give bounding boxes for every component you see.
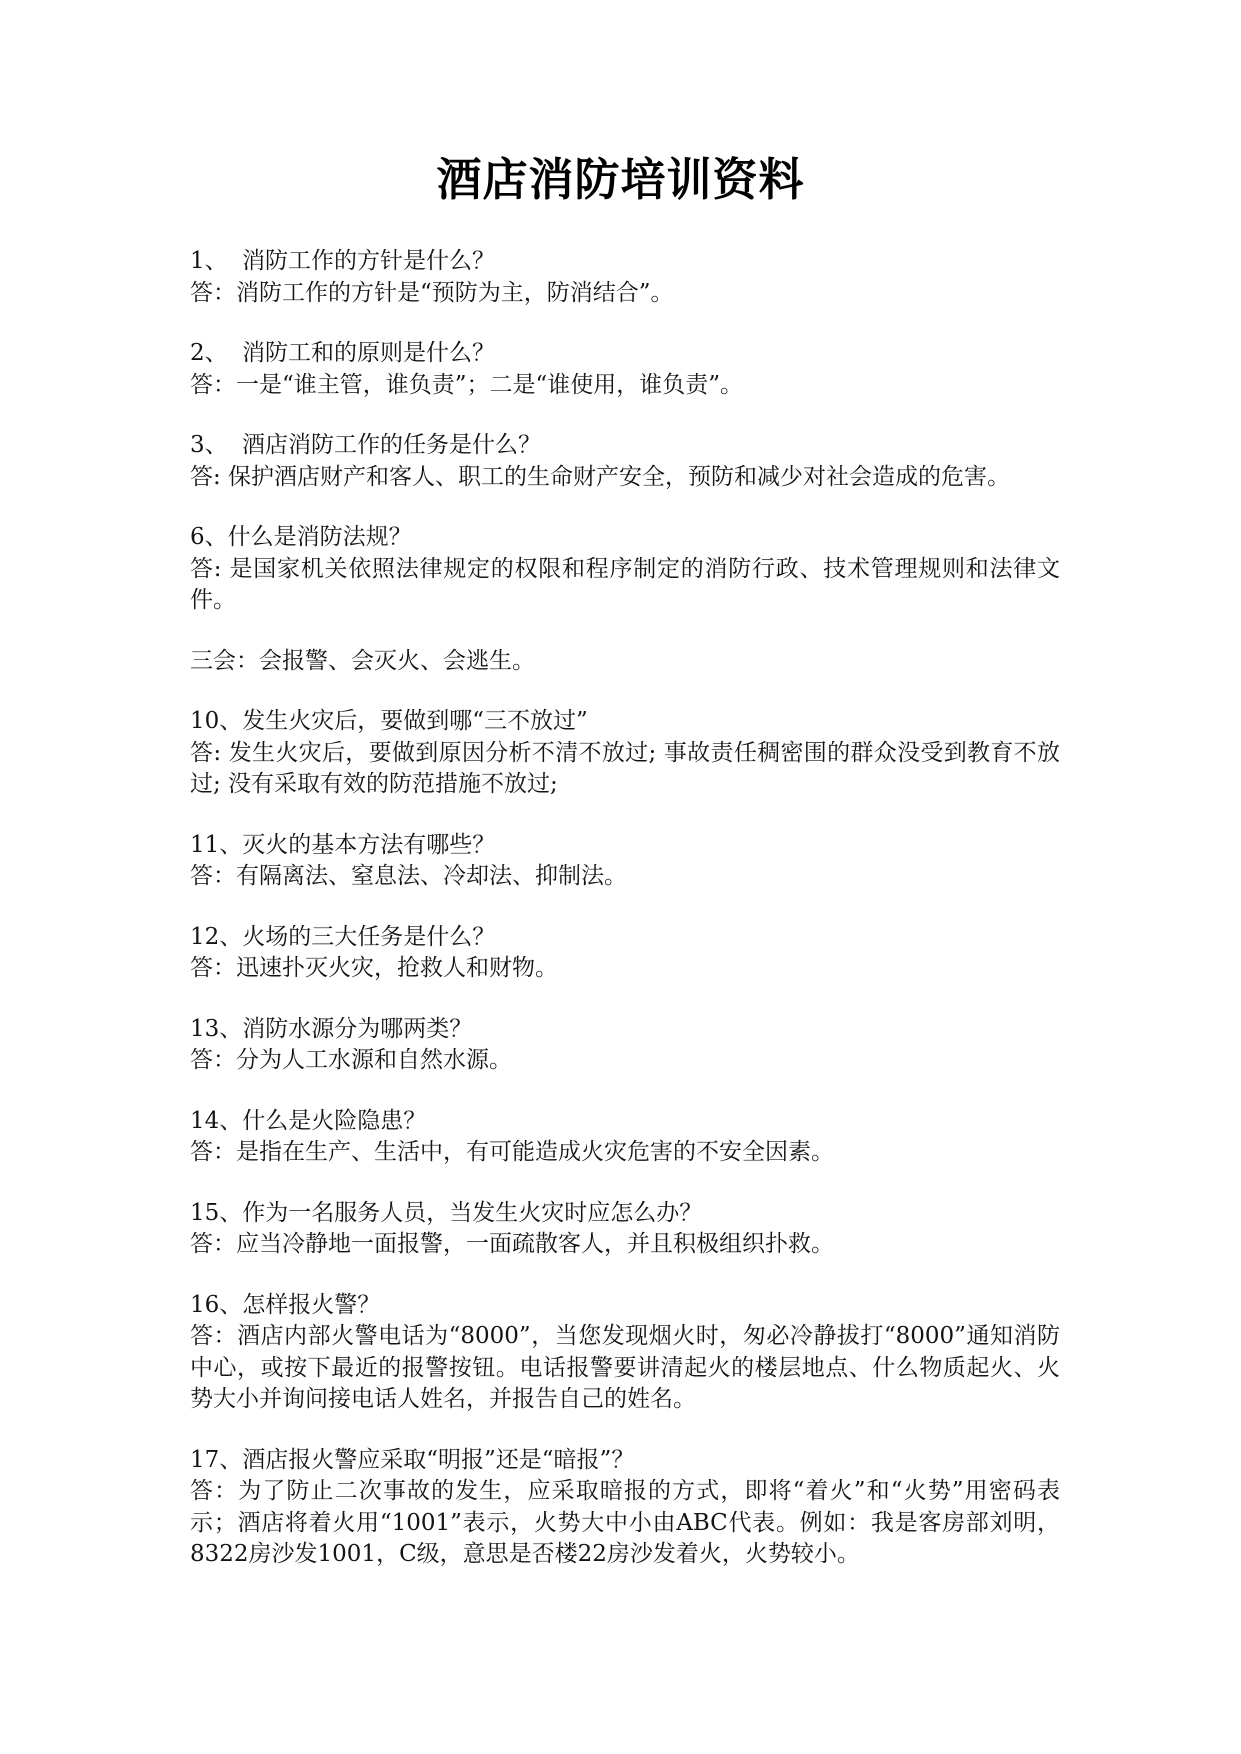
question-number: 10、	[190, 708, 243, 734]
note-text: 三会：会报警、会灭火、会逃生。	[190, 647, 535, 674]
answer-text: 答：应当冷静地一面报警，一面疏散客人，并且积极组织扑救。	[190, 1231, 834, 1257]
qa-item-6	[190, 522, 1060, 617]
qa-item-1	[190, 246, 1060, 309]
question-line	[190, 1290, 1060, 1322]
document-title: 酒店消防培训资料	[436, 153, 805, 206]
question-number: 3、	[190, 432, 228, 458]
qa-item-17	[190, 1445, 1060, 1571]
question-number: 12、	[190, 923, 243, 950]
answer-text: 答：消防工作的方针是“预防为主，防消结合”。	[190, 279, 674, 306]
question-line	[190, 246, 1060, 278]
question-number: 14、	[190, 1107, 243, 1134]
qa-item-10	[190, 706, 1060, 801]
document-body	[190, 246, 1060, 1600]
qa-item-12	[190, 922, 1060, 985]
question-line	[190, 1445, 1060, 1477]
question-number: 13、	[190, 1015, 243, 1042]
answer-text: 答：有隔离法、窒息法、冷却法、抑制法。	[190, 863, 627, 889]
qa-item-11	[190, 830, 1060, 893]
qa-item-16	[190, 1290, 1060, 1416]
question-text: 酒店报火警应采取“明报”还是“暗报”？	[242, 1446, 635, 1473]
question-number: 15、	[190, 1199, 243, 1226]
answer-text: 答：一是“谁主管，谁负责”；二是“谁使用，谁负责”。	[190, 371, 744, 398]
three-skills-note	[190, 646, 1060, 678]
question-text: 发生火灾后，要做到哪“三不放过”	[242, 708, 588, 734]
question-text: 什么是火险隐患？	[242, 1107, 427, 1134]
question-line	[190, 830, 1060, 862]
question-text: 作为一名服务人员，当发生火灾时应怎么办？	[242, 1199, 703, 1226]
answer-text: 答: 发生火灾后，要做到原因分析不清不放过; 事故责任稠密围的群众没受到教育不放过; 没有采取有效的防范措施不放过;	[190, 739, 1060, 797]
answer-text: 答：酒店内部火警电话为“8000”，当您发现烟火时，匆必冷静拔打“8000”通知消防中心，或按下最近的报警按钮。电话报警要讲清起火的楼层地点、什么物质起火、火势大小并询问接电话人姓名，并报告自己的姓名。	[190, 1323, 1060, 1412]
answer-text: 答：迅速扑灭火灾，抢救人和财物。	[190, 955, 558, 981]
question-text: 消防工和的原则是什么？	[242, 340, 495, 366]
answer-text: 答: 保护酒店财产和客人、职工的生命财产安全，预防和减少对社会造成的危害。	[190, 463, 1011, 490]
question-number: 11、	[190, 831, 243, 858]
question-line	[190, 922, 1060, 954]
question-number: 1、	[190, 248, 228, 274]
question-number: 6、	[190, 524, 228, 550]
question-text: 消防水源分为哪两类？	[242, 1015, 473, 1042]
question-number: 17、	[190, 1446, 243, 1473]
answer-text: 答：分为人工水源和自然水源。	[190, 1047, 512, 1073]
answer-text: 答：为了防止二次事故的发生，应采取暗报的方式，即将“着火”和“火势”用密码表示；酒店将着火用“1001”表示，火势大中小由ABC代表。例如：我是客房部刘明，8322房沙发1001，C级，意思是否楼22房沙发着火，火势较小。	[190, 1478, 1060, 1567]
question-line	[190, 1106, 1060, 1138]
answer-text: 答: 是国家机关依照法律规定的权限和程序制定的消防行政、技术管理规则和法律文件。	[190, 555, 1060, 613]
answer-text: 答：是指在生产、生活中，有可能造成火灾危害的不安全因素。	[190, 1139, 834, 1165]
question-line	[190, 1198, 1060, 1230]
question-line	[190, 706, 1060, 738]
question-text: 灭火的基本方法有哪些？	[242, 831, 496, 858]
question-number: 2、	[190, 340, 228, 366]
qa-item-3	[190, 430, 1060, 493]
question-line	[190, 1014, 1060, 1046]
question-text: 怎样报火警？	[242, 1291, 381, 1318]
qa-item-2	[190, 338, 1060, 401]
question-line	[190, 522, 1060, 554]
qa-item-13	[190, 1014, 1060, 1077]
question-text: 火场的三大任务是什么？	[242, 923, 496, 950]
qa-item-15	[190, 1198, 1060, 1261]
question-line	[190, 430, 1060, 462]
question-number: 16、	[190, 1291, 243, 1318]
qa-item-14	[190, 1106, 1060, 1169]
question-text: 酒店消防工作的任务是什么？	[242, 432, 541, 458]
question-text: 消防工作的方针是什么？	[242, 248, 495, 274]
question-text: 什么是消防法规？	[227, 524, 412, 550]
question-line	[190, 338, 1060, 370]
